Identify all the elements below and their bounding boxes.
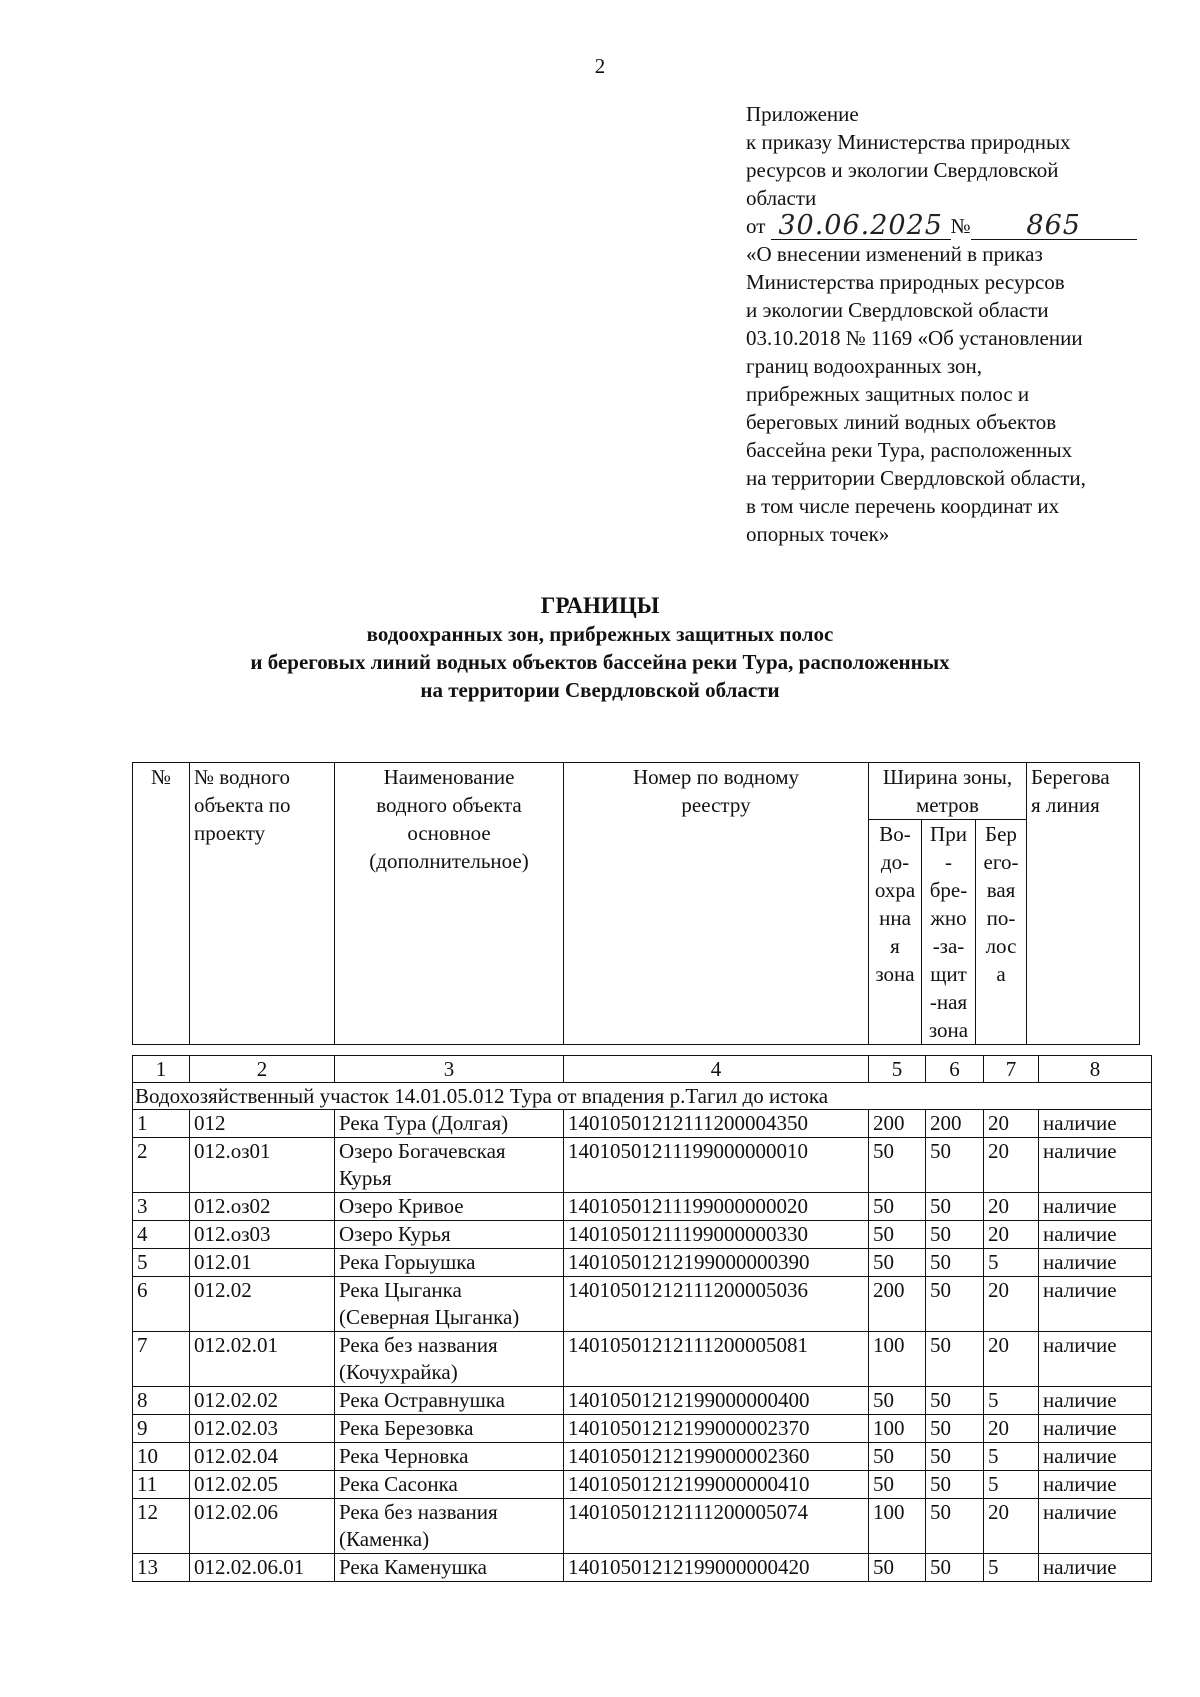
row-number: 7	[133, 1332, 190, 1387]
data-table	[132, 1055, 1152, 1582]
section-title: Водохозяйственный участок 14.01.05.012 Тура от впадения р.Тагил до истока	[133, 1083, 1152, 1110]
row-number: 2	[133, 1138, 190, 1193]
coastal-protection-width: 50	[926, 1387, 984, 1415]
shore-strip-width: 20	[984, 1277, 1039, 1332]
coastal-protection-width: 50	[926, 1554, 984, 1582]
shoreline-status: наличие	[1039, 1110, 1152, 1138]
object-name-line: Река Остравнушка	[339, 1388, 505, 1412]
header-col-name: Наименование водного объекта основное (дополнительное)	[335, 763, 564, 1045]
water-protection-width: 50	[869, 1554, 926, 1582]
subject-line: прибрежных защитных полос и	[746, 382, 1030, 406]
water-protection-width: 50	[869, 1387, 926, 1415]
water-protection-width: 100	[869, 1332, 926, 1387]
object-name-line: Река без названия	[339, 1333, 498, 1357]
object-name	[335, 1110, 564, 1138]
column-number: 4	[564, 1056, 869, 1083]
object-name	[335, 1193, 564, 1221]
object-name-line: Курья	[339, 1166, 392, 1190]
table-row	[133, 1193, 1152, 1221]
coastal-protection-width: 50	[926, 1471, 984, 1499]
header-sub-coastal-protection: При - бре- жно -за- щит -ная зона	[922, 820, 976, 1045]
subject-line: опорных точек»	[746, 522, 890, 546]
shore-strip-width: 20	[984, 1332, 1039, 1387]
date-prefix: от	[746, 214, 766, 238]
registry-number: 14010501211199000000010	[564, 1138, 869, 1193]
column-numbers-row	[133, 1056, 1152, 1083]
shore-strip-width: 5	[984, 1471, 1039, 1499]
appendix-line: Приложение	[746, 102, 859, 126]
header-sub-shore-strip: Бер его- вая по- лос а	[976, 820, 1027, 1045]
object-name	[335, 1554, 564, 1582]
table-row	[133, 1387, 1152, 1415]
column-number: 1	[133, 1056, 190, 1083]
object-code: 012.02	[190, 1277, 335, 1332]
registry-number: 14010501211199000000020	[564, 1193, 869, 1221]
registry-number: 14010501212111200005036	[564, 1277, 869, 1332]
title-main: ГРАНИЦЫ	[540, 593, 660, 618]
shoreline-status: наличие	[1039, 1554, 1152, 1582]
registry-number: 14010501212199000000400	[564, 1387, 869, 1415]
row-number: 1	[133, 1110, 190, 1138]
header-width-group: Ширина зоны, метров	[869, 763, 1027, 820]
column-number: 8	[1039, 1056, 1152, 1083]
coastal-protection-width: 50	[926, 1277, 984, 1332]
object-name-line: Озеро Курья	[339, 1222, 451, 1246]
shore-strip-width: 5	[984, 1554, 1039, 1582]
object-code: 012.02.02	[190, 1387, 335, 1415]
shore-strip-width: 5	[984, 1387, 1039, 1415]
row-number: 3	[133, 1193, 190, 1221]
object-name-line: Река Горыушка	[339, 1250, 476, 1274]
shoreline-status: наличие	[1039, 1415, 1152, 1443]
object-name	[335, 1332, 564, 1387]
water-protection-width: 100	[869, 1415, 926, 1443]
registry-number: 14010501212111200005081	[564, 1332, 869, 1387]
row-number: 4	[133, 1221, 190, 1249]
coastal-protection-width: 50	[926, 1415, 984, 1443]
object-code: 012.02.03	[190, 1415, 335, 1443]
object-name	[335, 1249, 564, 1277]
object-name	[335, 1471, 564, 1499]
object-code: 012.оз03	[190, 1221, 335, 1249]
object-code: 012	[190, 1110, 335, 1138]
appendix-line: области	[746, 186, 817, 210]
object-code: 012.02.06.01	[190, 1554, 335, 1582]
shore-strip-width: 20	[984, 1193, 1039, 1221]
object-name	[335, 1221, 564, 1249]
table-row	[133, 1499, 1152, 1554]
water-protection-width: 50	[869, 1221, 926, 1249]
object-name-line: (Северная Цыганка)	[339, 1305, 520, 1329]
shore-strip-width: 5	[984, 1249, 1039, 1277]
shore-strip-width: 5	[984, 1443, 1039, 1471]
column-number: 6	[926, 1056, 984, 1083]
title-line: водоохранных зон, прибрежных защитных полос	[366, 622, 834, 646]
header-col-number: №	[133, 763, 190, 1045]
row-number: 12	[133, 1499, 190, 1554]
object-name	[335, 1138, 564, 1193]
water-protection-width: 200	[869, 1277, 926, 1332]
table-header	[132, 762, 1140, 1045]
column-number: 5	[869, 1056, 926, 1083]
shore-strip-width: 20	[984, 1499, 1039, 1554]
title-line: на территории Свердловской области	[420, 678, 780, 702]
order-date-number	[746, 212, 1146, 240]
shoreline-status: наличие	[1039, 1193, 1152, 1221]
shoreline-status: наличие	[1039, 1443, 1152, 1471]
registry-number: 14010501212111200004350	[564, 1110, 869, 1138]
object-name-line: Река Черновка	[339, 1444, 469, 1468]
column-number: 2	[190, 1056, 335, 1083]
row-number: 10	[133, 1443, 190, 1471]
object-name	[335, 1415, 564, 1443]
object-code: 012.оз02	[190, 1193, 335, 1221]
object-name-line: Река Сасонка	[339, 1472, 458, 1496]
coastal-protection-width: 50	[926, 1249, 984, 1277]
subject-line: в том числе перечень координат их	[746, 494, 1060, 518]
shoreline-status: наличие	[1039, 1277, 1152, 1332]
shore-strip-width: 20	[984, 1221, 1039, 1249]
row-number: 13	[133, 1554, 190, 1582]
coastal-protection-width: 50	[926, 1193, 984, 1221]
subject-line: 03.10.2018 № 1169 «Об установлении	[746, 326, 1083, 350]
shoreline-status: наличие	[1039, 1138, 1152, 1193]
appendix-line: ресурсов и экологии Свердловской	[746, 158, 1059, 182]
table-row	[133, 1554, 1152, 1582]
table-row	[133, 1415, 1152, 1443]
column-number: 7	[984, 1056, 1039, 1083]
water-protection-width: 50	[869, 1471, 926, 1499]
object-name-line: Озеро Кривое	[339, 1194, 464, 1218]
subject-line: границ водоохранных зон,	[746, 354, 983, 378]
document-title	[0, 592, 1200, 704]
object-name-line: Река Березовка	[339, 1416, 474, 1440]
table-row	[133, 1332, 1152, 1387]
row-number: 6	[133, 1277, 190, 1332]
object-name-line: Река Каменушка	[339, 1555, 487, 1579]
object-code: 012.01	[190, 1249, 335, 1277]
object-name-line: Река Тура (Долгая)	[339, 1111, 509, 1135]
object-code: 012.02.06	[190, 1499, 335, 1554]
coastal-protection-width: 50	[926, 1443, 984, 1471]
subject-line: Министерства природных ресурсов	[746, 270, 1065, 294]
number-prefix: №	[950, 214, 971, 238]
header-sub-water-protection: Во- до- охра нна я зона	[869, 820, 922, 1045]
subject-line: «О внесении изменений в приказ	[746, 242, 1043, 266]
shoreline-status: наличие	[1039, 1471, 1152, 1499]
object-code: 012.оз01	[190, 1138, 335, 1193]
handwritten-date: 30.06.2025	[771, 213, 951, 240]
shoreline-status: наличие	[1039, 1332, 1152, 1387]
shoreline-status: наличие	[1039, 1499, 1152, 1554]
water-protection-width: 50	[869, 1249, 926, 1277]
table-row	[133, 1138, 1152, 1193]
coastal-protection-width: 200	[926, 1110, 984, 1138]
subject-line: бассейна реки Тура, расположенных	[746, 438, 1073, 462]
water-protection-width: 50	[869, 1443, 926, 1471]
row-number: 9	[133, 1415, 190, 1443]
table-row	[133, 1221, 1152, 1249]
object-name	[335, 1499, 564, 1554]
table-row	[133, 1471, 1152, 1499]
water-protection-width: 50	[869, 1138, 926, 1193]
object-name-line: Река Цыганка	[339, 1278, 462, 1302]
registry-number: 14010501212199000000410	[564, 1471, 869, 1499]
appendix-line: к приказу Министерства природных	[746, 130, 1071, 154]
table-row	[133, 1110, 1152, 1138]
registry-number: 14010501212199000000420	[564, 1554, 869, 1582]
registry-number: 14010501212199000000390	[564, 1249, 869, 1277]
coastal-protection-width: 50	[926, 1138, 984, 1193]
row-number: 11	[133, 1471, 190, 1499]
header-col-object-number: № водного объекта по проекту	[190, 763, 335, 1045]
water-protection-width: 200	[869, 1110, 926, 1138]
shore-strip-width: 20	[984, 1110, 1039, 1138]
object-code: 012.02.04	[190, 1443, 335, 1471]
coastal-protection-width: 50	[926, 1221, 984, 1249]
object-code: 012.02.01	[190, 1332, 335, 1387]
object-name-line: (Кочухрайка)	[339, 1360, 458, 1384]
subject-line: береговых линий водных объектов	[746, 410, 1057, 434]
object-name-line: Озеро Богачевская	[339, 1139, 506, 1163]
section-row	[133, 1083, 1152, 1110]
object-name-line: Река без названия	[339, 1500, 498, 1524]
registry-number: 14010501211199000000330	[564, 1221, 869, 1249]
subject-line: на территории Свердловской области,	[746, 466, 1086, 490]
shore-strip-width: 20	[984, 1138, 1039, 1193]
registry-number: 14010501212199000002360	[564, 1443, 869, 1471]
handwritten-number: 865	[971, 213, 1137, 240]
object-name	[335, 1443, 564, 1471]
row-number: 8	[133, 1387, 190, 1415]
registry-number: 14010501212199000002370	[564, 1415, 869, 1443]
object-name	[335, 1277, 564, 1332]
water-protection-width: 50	[869, 1193, 926, 1221]
appendix-block	[746, 100, 1146, 548]
column-number: 3	[335, 1056, 564, 1083]
table-row	[133, 1277, 1152, 1332]
coastal-protection-width: 50	[926, 1499, 984, 1554]
shore-strip-width: 20	[984, 1415, 1039, 1443]
object-code: 012.02.05	[190, 1471, 335, 1499]
page-number: 2	[594, 54, 606, 78]
coastal-protection-width: 50	[926, 1332, 984, 1387]
header-col-shoreline: Берегова я линия	[1027, 763, 1140, 1045]
subject-line: и экологии Свердловской области	[746, 298, 1049, 322]
registry-number: 14010501212111200005074	[564, 1499, 869, 1554]
shoreline-status: наличие	[1039, 1249, 1152, 1277]
shoreline-status: наличие	[1039, 1221, 1152, 1249]
table-row	[133, 1443, 1152, 1471]
row-number: 5	[133, 1249, 190, 1277]
object-name	[335, 1387, 564, 1415]
water-protection-width: 100	[869, 1499, 926, 1554]
object-name-line: (Каменка)	[339, 1527, 430, 1551]
table-row	[133, 1249, 1152, 1277]
header-col-registry: Номер по водному реестру	[564, 763, 869, 1045]
title-line: и береговых линий водных объектов бассейна реки Тура, расположенных	[250, 650, 950, 674]
shoreline-status: наличие	[1039, 1387, 1152, 1415]
